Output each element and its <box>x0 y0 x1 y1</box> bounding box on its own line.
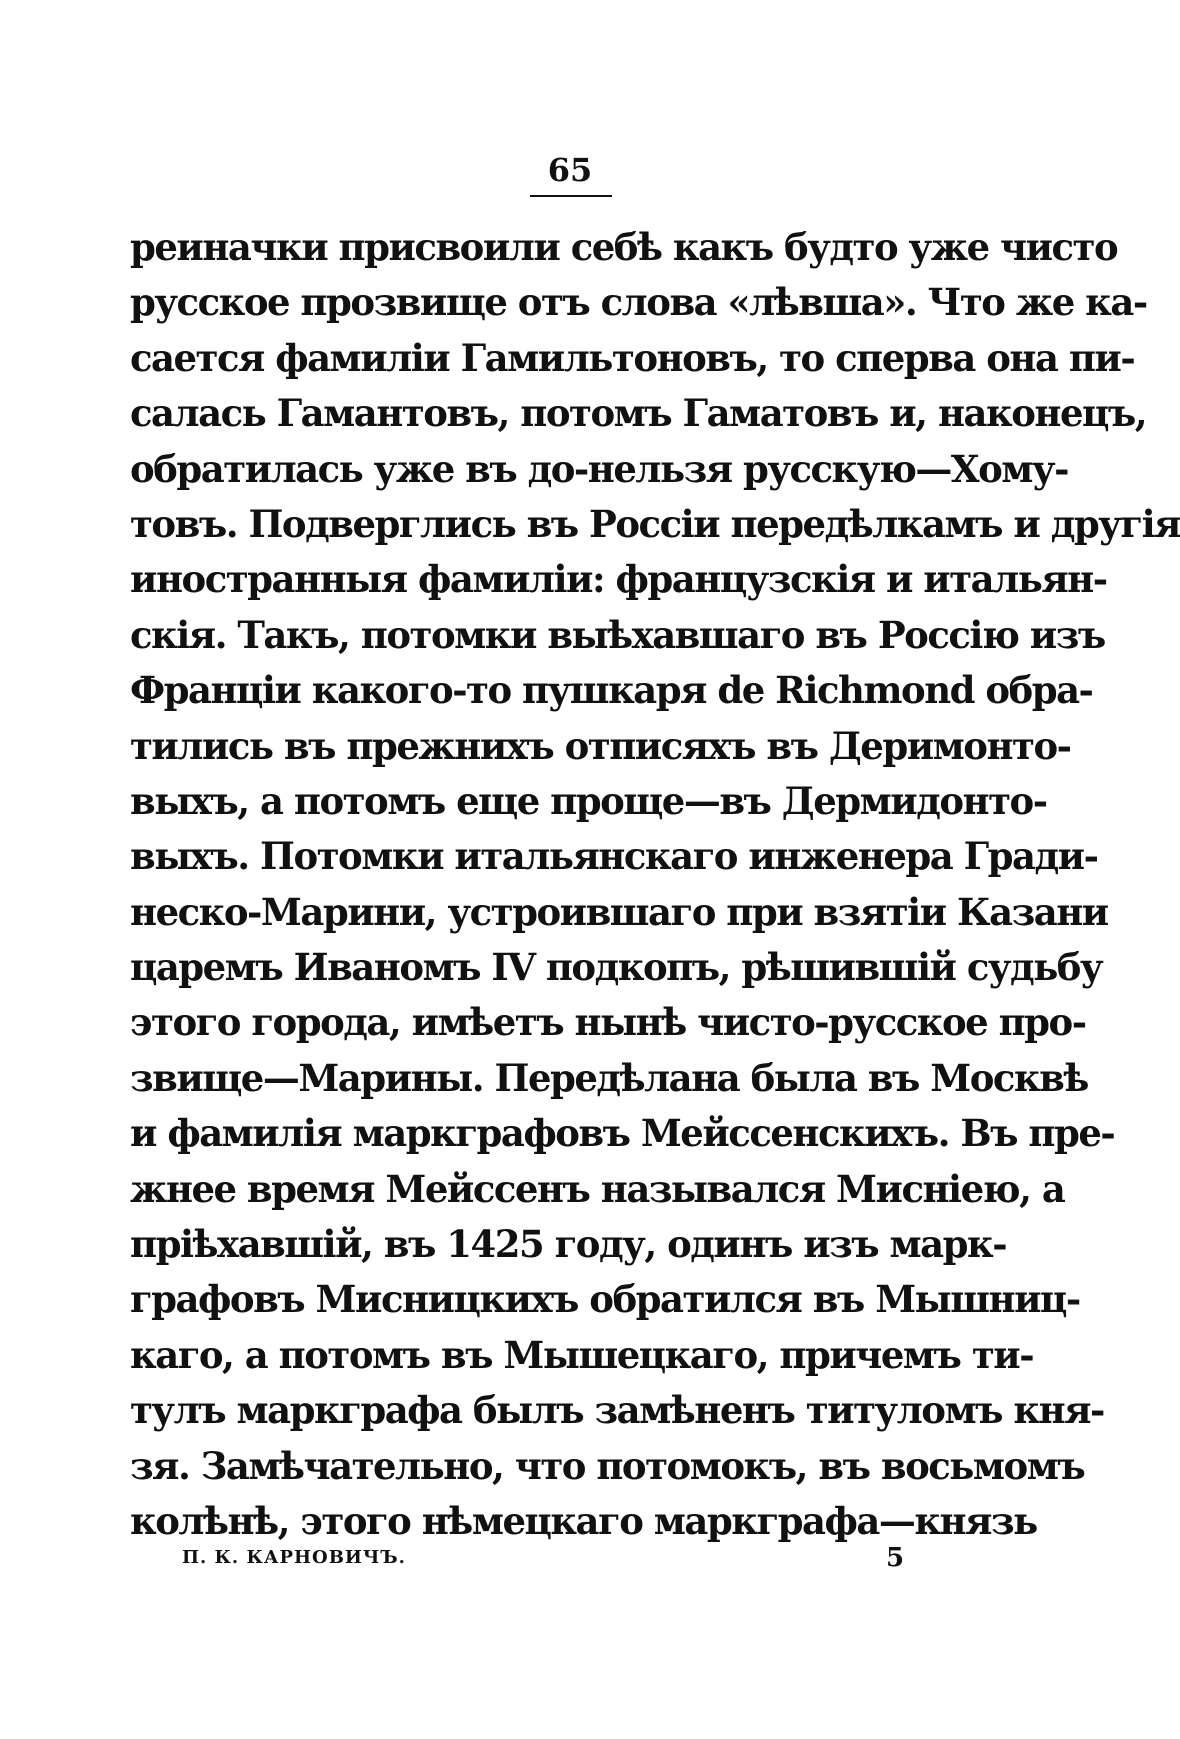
text-line: и фамилія маркграфовъ Мейссенскихъ. Въ пре- <box>130 1111 1115 1156</box>
text-line: тулъ маркграфа былъ замѣненъ титуломъ кня- <box>130 1388 1104 1433</box>
body-text <box>130 220 1180 1549</box>
text-line: салась Гамантовъ, потомъ Гаматовъ и, наконецъ, <box>130 391 1147 436</box>
text-line: обратилась уже въ до-нельзя русскую—Хому- <box>130 446 1068 491</box>
page-number-rule <box>530 195 612 197</box>
text-line: неско-Марини, устроившаго при взятіи Казани <box>130 889 1108 934</box>
text-line: Франціи какого-то пушкаря de Richmond обра- <box>130 668 1093 713</box>
footer-author: П. К. КАРНОВИЧЪ. <box>182 1547 406 1568</box>
text-line: звище—Марины. Передѣлана была въ Москвѣ <box>130 1055 1088 1100</box>
text-line: выхъ, а потомъ еще проще—въ Дермидонто- <box>130 778 1047 823</box>
text-line: русское прозвище отъ слова «лѣвша». Что же ка- <box>130 280 1147 325</box>
text-line: графовъ Мисницкихъ обратился въ Мышниц- <box>130 1277 1080 1322</box>
text-line: жнее время Мейссенъ назывался Мисніею, а <box>130 1166 1065 1211</box>
text-line: этого города, имѣетъ нынѣ чисто-русское про- <box>130 1000 1086 1045</box>
text-line: товъ. Подверглись въ Россіи передѣлкамъ и другія <box>130 501 1180 546</box>
signature-mark: 5 <box>886 1543 905 1573</box>
text-line: сается фамиліи Гамильтоновъ, то сперва она пи- <box>130 335 1135 380</box>
text-line: пріѣхавшій, въ 1425 году, одинъ изъ марк- <box>130 1222 1007 1267</box>
text-line: скія. Такъ, потомки выѣхавшаго въ Россію изъ <box>130 612 1105 657</box>
page-number: 65 <box>547 151 593 189</box>
text-line: каго, а потомъ въ Мышецкаго, причемъ ти- <box>130 1332 1034 1377</box>
text-line: зя. Замѣчательно, что потомокъ, въ восьмомъ <box>130 1443 1085 1488</box>
text-line: иностранныя фамиліи: французскія и итальян- <box>130 557 1107 602</box>
text-line: царемъ Иваномъ IV подкопъ, рѣшившій судьбу <box>130 945 1103 990</box>
text-line: реинaчки присвоили себѣ какъ будто уже чисто <box>130 225 1118 269</box>
text-line: колѣнѣ, этого нѣмецкаго маркграфа—князь <box>130 1498 1037 1543</box>
text-line: выхъ. Потомки итальянскаго инженера Гради- <box>130 834 1098 879</box>
text-line: тились въ прежнихъ отписяхъ въ Деримонто- <box>130 723 1071 768</box>
